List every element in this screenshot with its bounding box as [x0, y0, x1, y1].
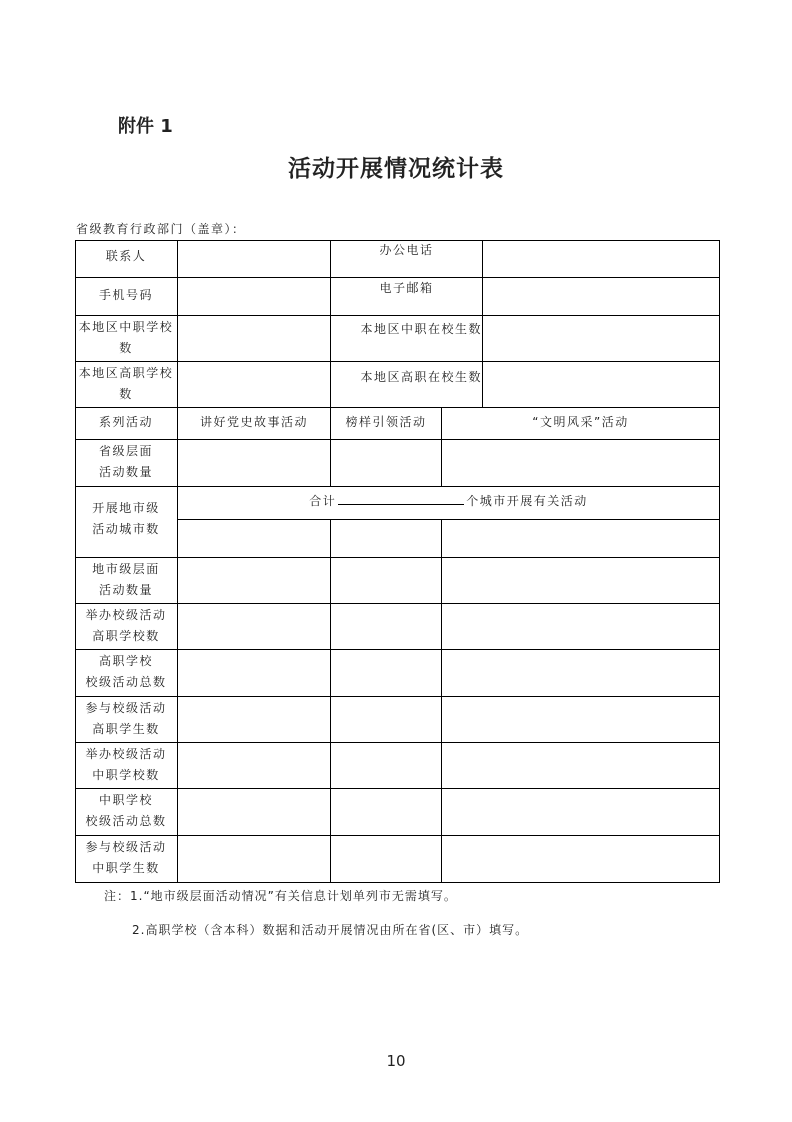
- local-secondary-students-label: 本地区中职在校生数: [360, 322, 482, 336]
- table-border-right: [719, 240, 720, 883]
- page-number: 10: [386, 1052, 406, 1070]
- row-divider: [75, 742, 720, 743]
- city-cities-line2: 活动城市数: [92, 522, 160, 536]
- higher-total-label: [75, 651, 177, 693]
- row-divider: [75, 835, 720, 836]
- row-divider: [75, 557, 720, 558]
- provincial-count-label: [75, 441, 177, 483]
- contact-person-label: 联系人: [105, 249, 147, 263]
- higher-students-line2: 高职学生数: [92, 722, 160, 736]
- city-total-line: [178, 491, 719, 512]
- email-label: 电子邮箱: [379, 281, 434, 295]
- column-divider: [330, 519, 331, 883]
- activity-2-label: 榜样引领活动: [345, 415, 427, 429]
- local-higher-schools-line1: 本地区高职学校: [78, 366, 174, 380]
- note-1: 注：1.“地市级层面活动情况”有关信息计划单列市无需填写。: [104, 889, 457, 903]
- column-divider: [482, 240, 483, 407]
- secondary-host-schools-line1: 举办校级活动: [85, 747, 167, 761]
- page-title: 活动开展情况统计表: [288, 155, 504, 182]
- secondary-total-label: [75, 790, 177, 832]
- local-higher-schools-line2: 数: [119, 387, 133, 401]
- row-divider: [177, 519, 720, 520]
- column-divider: [177, 240, 178, 883]
- city-count-line2: 活动数量: [98, 583, 153, 597]
- row-divider: [75, 486, 720, 487]
- secondary-students-label: [75, 837, 177, 879]
- city-cities-line1: 开展地市级: [92, 501, 160, 515]
- row-divider: [75, 407, 720, 408]
- higher-host-schools-label: [75, 605, 177, 647]
- local-secondary-schools-line2: 数: [119, 341, 133, 355]
- city-count-line1: 地市级层面: [92, 562, 160, 576]
- row-divider: [75, 361, 720, 362]
- higher-students-label: [75, 698, 177, 740]
- office-phone-label: 办公电话: [379, 243, 434, 257]
- row-divider: [75, 649, 720, 650]
- statistics-table: [75, 240, 720, 883]
- activity-1-label: 讲好党史故事活动: [199, 415, 308, 429]
- secondary-host-schools-line2: 中职学校数: [92, 768, 160, 782]
- series-activities-label: 系列活动: [98, 415, 153, 429]
- secondary-students-line1: 参与校级活动: [85, 840, 167, 854]
- row-divider: [75, 696, 720, 697]
- mobile-label: 手机号码: [98, 288, 153, 302]
- department-label: 省级教育行政部门（盖章）：: [76, 222, 246, 236]
- city-total-blank[interactable]: [338, 492, 464, 505]
- local-secondary-schools-line1: 本地区中职学校: [78, 320, 174, 334]
- local-secondary-schools-label: [75, 317, 177, 359]
- higher-host-schools-line1: 举办校级活动: [85, 608, 167, 622]
- provincial-count-line1: 省级层面: [98, 444, 153, 458]
- row-divider: [75, 315, 720, 316]
- column-divider: [441, 519, 442, 883]
- provincial-count-line2: 活动数量: [98, 465, 153, 479]
- secondary-students-line2: 中职学生数: [92, 861, 160, 875]
- row-divider: [75, 603, 720, 604]
- higher-students-line1: 参与校级活动: [85, 701, 167, 715]
- higher-total-line1: 高职学校: [98, 654, 153, 668]
- secondary-host-schools-label: [75, 744, 177, 786]
- higher-host-schools-line2: 高职学校数: [92, 629, 160, 643]
- city-total-suffix: 个城市开展有关活动: [466, 494, 588, 508]
- city-cities-label: [75, 498, 177, 540]
- attachment-label: 附件 1: [118, 116, 173, 137]
- table-border-bottom: [75, 882, 720, 883]
- row-divider: [75, 788, 720, 789]
- activity-3-label: “文明风采”活动: [532, 415, 629, 429]
- city-total-prefix: 合计: [309, 494, 337, 508]
- secondary-total-line1: 中职学校: [98, 793, 153, 807]
- note-2: 2.高职学校（含本科）数据和活动开展情况由所在省(区、市）填写。: [132, 923, 529, 937]
- row-divider: [75, 439, 720, 440]
- local-higher-students-label: 本地区高职在校生数: [360, 370, 482, 384]
- higher-total-line2: 校级活动总数: [85, 675, 167, 689]
- secondary-total-line2: 校级活动总数: [85, 814, 167, 828]
- city-count-label: [75, 559, 177, 601]
- local-higher-schools-label: [75, 363, 177, 405]
